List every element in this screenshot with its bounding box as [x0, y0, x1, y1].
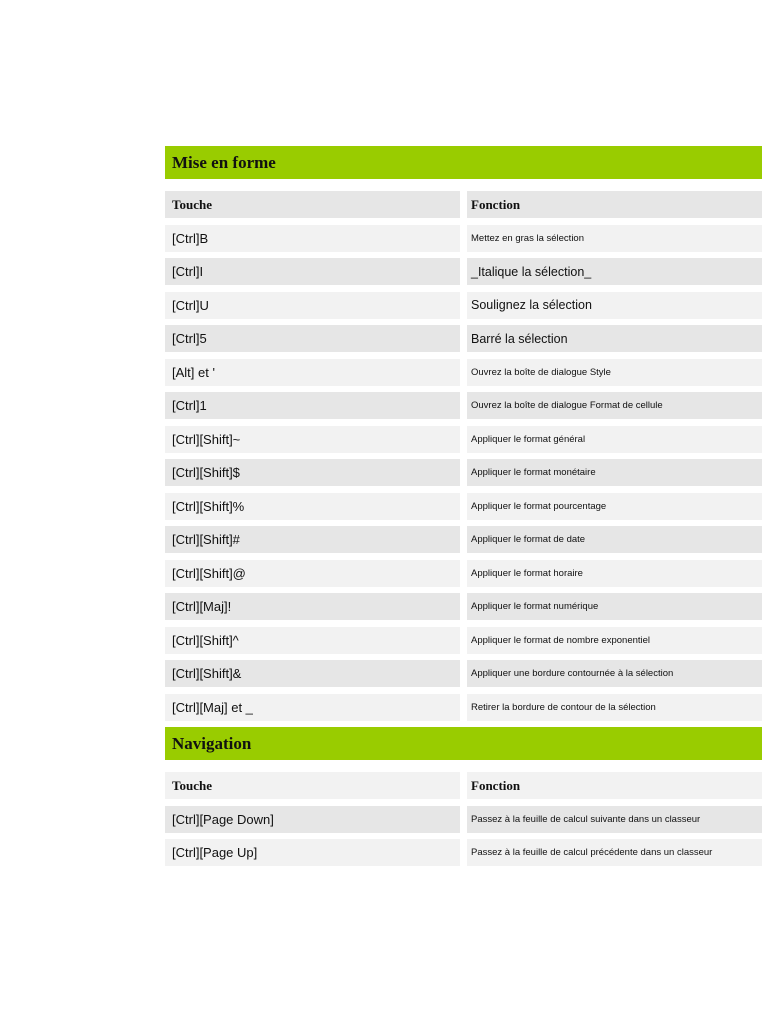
- table-row: [165, 560, 762, 587]
- shortcut-function: Appliquer le format monétaire: [467, 459, 762, 486]
- shortcut-key: [Ctrl]U: [165, 292, 460, 319]
- table-row: [165, 258, 762, 285]
- shortcut-key: [Ctrl][Maj]!: [165, 593, 460, 620]
- table-row: [165, 325, 762, 352]
- shortcut-key: [Ctrl]I: [165, 258, 460, 285]
- shortcut-key: [Ctrl][Page Up]: [165, 839, 460, 866]
- table-row: [165, 292, 762, 319]
- column-header-key: Touche: [165, 772, 460, 799]
- table-header-row: [165, 772, 762, 799]
- table-header-row: [165, 191, 762, 218]
- shortcut-function: Mettez en gras la sélection: [467, 225, 762, 252]
- table-row: [165, 426, 762, 453]
- shortcut-key: [Ctrl][Shift]@: [165, 560, 460, 587]
- shortcut-function: Appliquer une bordure contournée à la sélection: [467, 660, 762, 687]
- navigation-table: [165, 772, 762, 866]
- shortcut-sheet: [165, 146, 762, 873]
- section-title-navigation: Navigation: [165, 727, 762, 760]
- shortcut-function: Barré la sélection: [467, 325, 762, 352]
- shortcut-function: _Italique la sélection_: [467, 258, 762, 285]
- table-row: [165, 627, 762, 654]
- shortcut-function: Appliquer le format général: [467, 426, 762, 453]
- table-row: [165, 392, 762, 419]
- shortcut-key: [Ctrl][Shift]~: [165, 426, 460, 453]
- shortcut-key: [Ctrl][Shift]&: [165, 660, 460, 687]
- table-row: [165, 694, 762, 721]
- shortcut-key: [Alt] et ': [165, 359, 460, 386]
- table-row: [165, 493, 762, 520]
- shortcut-key: [Ctrl][Shift]$: [165, 459, 460, 486]
- table-row: [165, 359, 762, 386]
- table-row: [165, 839, 762, 866]
- section-title-formatting: Mise en forme: [165, 146, 762, 179]
- table-row: [165, 593, 762, 620]
- shortcut-function: Soulignez la sélection: [467, 292, 762, 319]
- shortcut-function: Appliquer le format pourcentage: [467, 493, 762, 520]
- shortcut-key: [Ctrl][Maj] et _: [165, 694, 460, 721]
- table-row: [165, 806, 762, 833]
- shortcut-function: Passez à la feuille de calcul précédente dans un classeur: [467, 839, 762, 866]
- shortcut-function: Retirer la bordure de contour de la sélection: [467, 694, 762, 721]
- shortcut-function: Appliquer le format de date: [467, 526, 762, 553]
- column-header-function: Fonction: [467, 191, 762, 218]
- shortcut-function: Appliquer le format de nombre exponentiel: [467, 627, 762, 654]
- table-row: [165, 459, 762, 486]
- shortcut-function: Appliquer le format horaire: [467, 560, 762, 587]
- shortcut-function: Ouvrez la boîte de dialogue Style: [467, 359, 762, 386]
- shortcut-function: Ouvrez la boîte de dialogue Format de cellule: [467, 392, 762, 419]
- shortcut-key: [Ctrl][Shift]^: [165, 627, 460, 654]
- shortcut-key: [Ctrl][Page Down]: [165, 806, 460, 833]
- shortcut-key: [Ctrl]B: [165, 225, 460, 252]
- shortcut-function: Passez à la feuille de calcul suivante dans un classeur: [467, 806, 762, 833]
- column-header-key: Touche: [165, 191, 460, 218]
- table-row: [165, 526, 762, 553]
- shortcut-key: [Ctrl][Shift]#: [165, 526, 460, 553]
- formatting-table: [165, 191, 762, 721]
- table-row: [165, 660, 762, 687]
- shortcut-key: [Ctrl]5: [165, 325, 460, 352]
- column-header-function: Fonction: [467, 772, 762, 799]
- shortcut-key: [Ctrl]1: [165, 392, 460, 419]
- shortcut-function: Appliquer le format numérique: [467, 593, 762, 620]
- shortcut-key: [Ctrl][Shift]%: [165, 493, 460, 520]
- table-row: [165, 225, 762, 252]
